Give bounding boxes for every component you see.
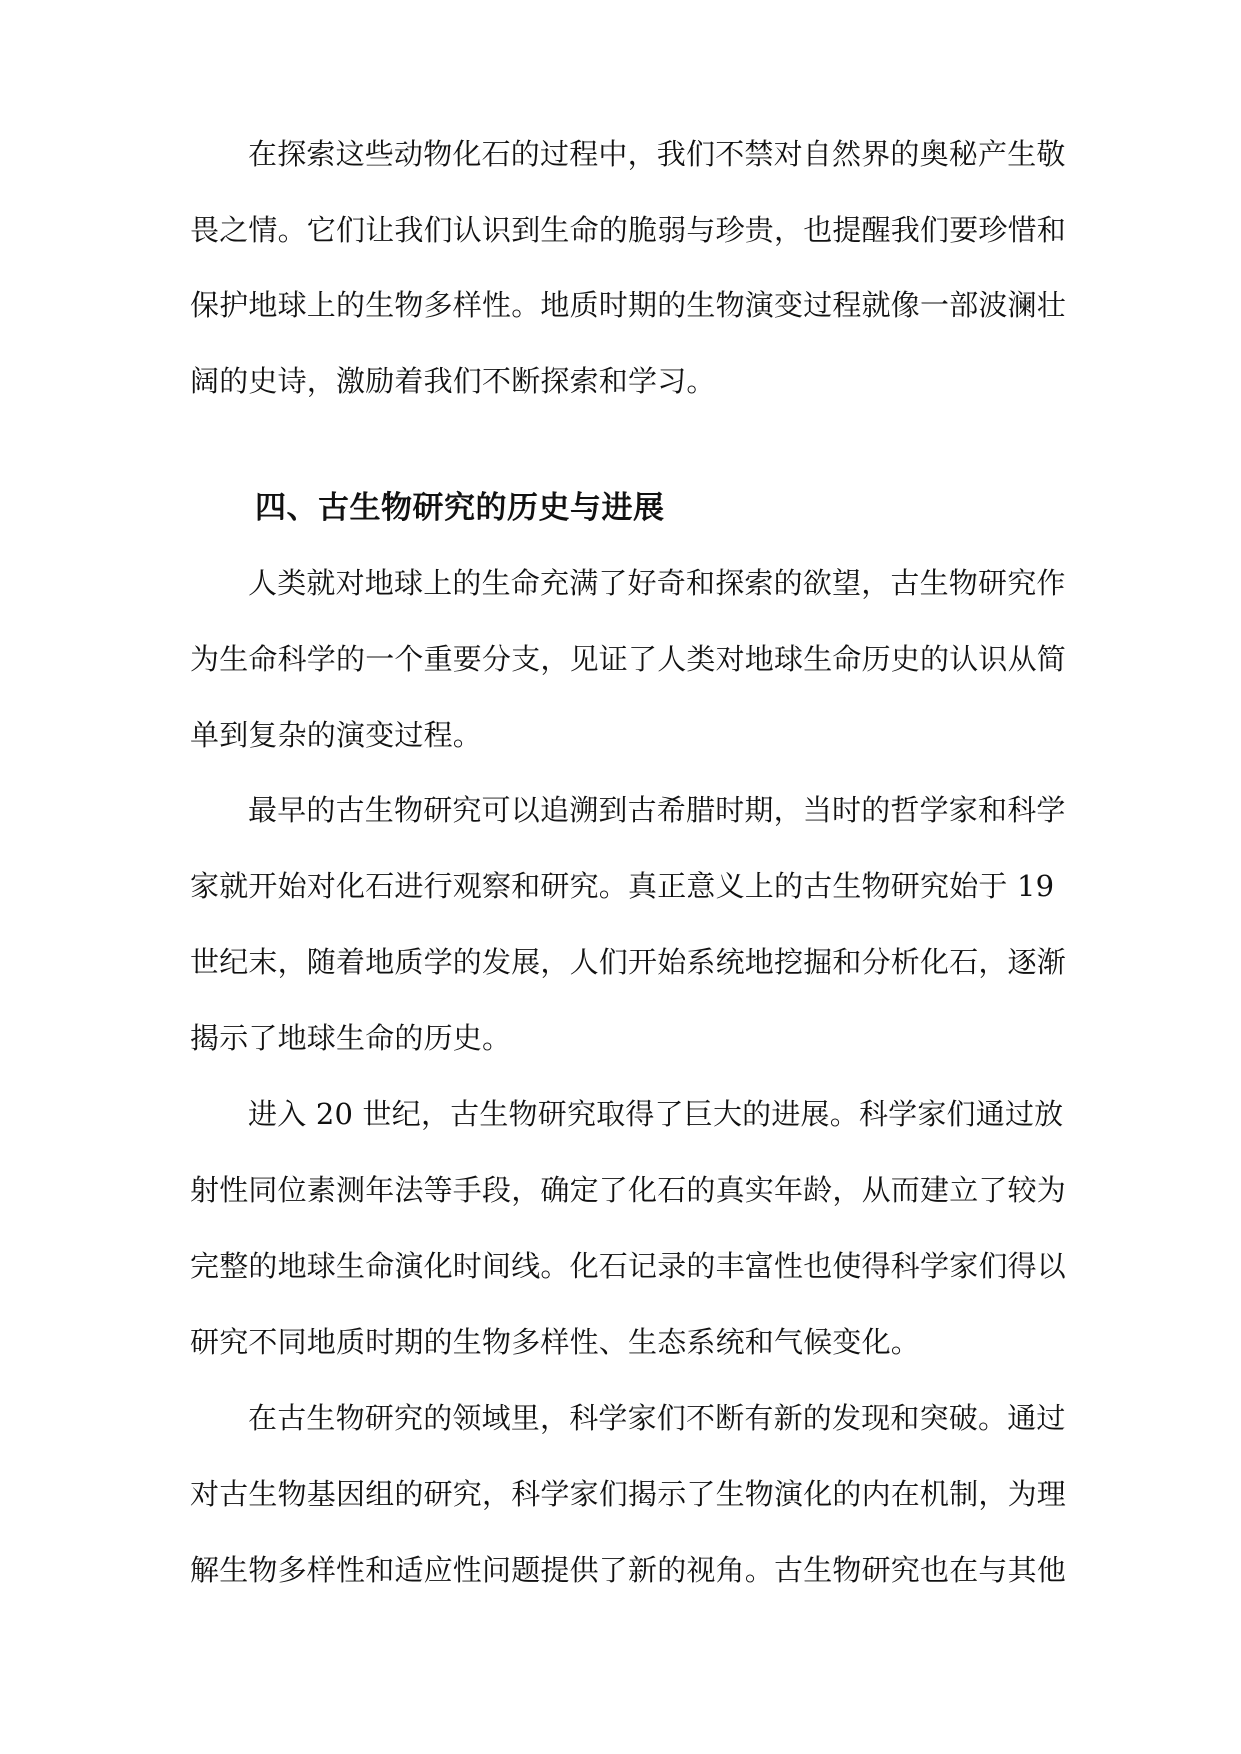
paragraph-line: 对古生物基因组的研究，科学家们揭示了生物演化的内在机制，为理: [190, 1477, 1067, 1511]
paragraph-line: 畏之情。它们让我们认识到生命的脆弱与珍贵，也提醒我们要珍惜和: [190, 213, 1067, 247]
paragraph-line: 保护地球上的生物多样性。地质时期的生物演变过程就像一部波澜壮: [190, 288, 1067, 322]
paragraph-line: 完整的地球生命演化时间线。化石记录的丰富性也使得科学家们得以: [190, 1249, 1067, 1283]
paragraph-line: 最早的古生物研究可以追溯到古希腊时期，当时的哲学家和科学: [248, 793, 1066, 827]
paragraph-line: 解生物多样性和适应性问题提供了新的视角。古生物研究也在与其他: [190, 1553, 1067, 1587]
paragraph-line: 在探索这些动物化石的过程中，我们不禁对自然界的奥秘产生敬: [248, 137, 1066, 171]
paragraph-line: 研究不同地质时期的生物多样性、生态系统和气候变化。: [190, 1325, 921, 1359]
paragraph-line: 世纪末，随着地质学的发展，人们开始系统地挖掘和分析化石，逐渐: [190, 945, 1067, 979]
paragraph-line: 阔的史诗，激励着我们不断探索和学习。: [190, 364, 716, 398]
paragraph-line: 在古生物研究的领域里，科学家们不断有新的发现和突破。通过: [248, 1401, 1066, 1435]
paragraph-line: 人类就对地球上的生命充满了好奇和探索的欲望，古生物研究作: [248, 566, 1066, 600]
paragraph-line: 进入 20 世纪，古生物研究取得了巨大的进展。科学家们通过放: [248, 1097, 1064, 1131]
paragraph-line: 射性同位素测年法等手段，确定了化石的真实年龄，从而建立了较为: [190, 1173, 1067, 1207]
paragraph-line: 家就开始对化石进行观察和研究。真正意义上的古生物研究始于 19: [190, 869, 1055, 903]
section-heading: 四、古生物研究的历史与进展: [255, 490, 665, 526]
paragraph-line: 单到复杂的演变过程。: [190, 718, 483, 752]
paragraph-line: 揭示了地球生命的历史。: [190, 1021, 512, 1055]
paragraph-line: 为生命科学的一个重要分支，见证了人类对地球生命历史的认识从简: [190, 642, 1067, 676]
